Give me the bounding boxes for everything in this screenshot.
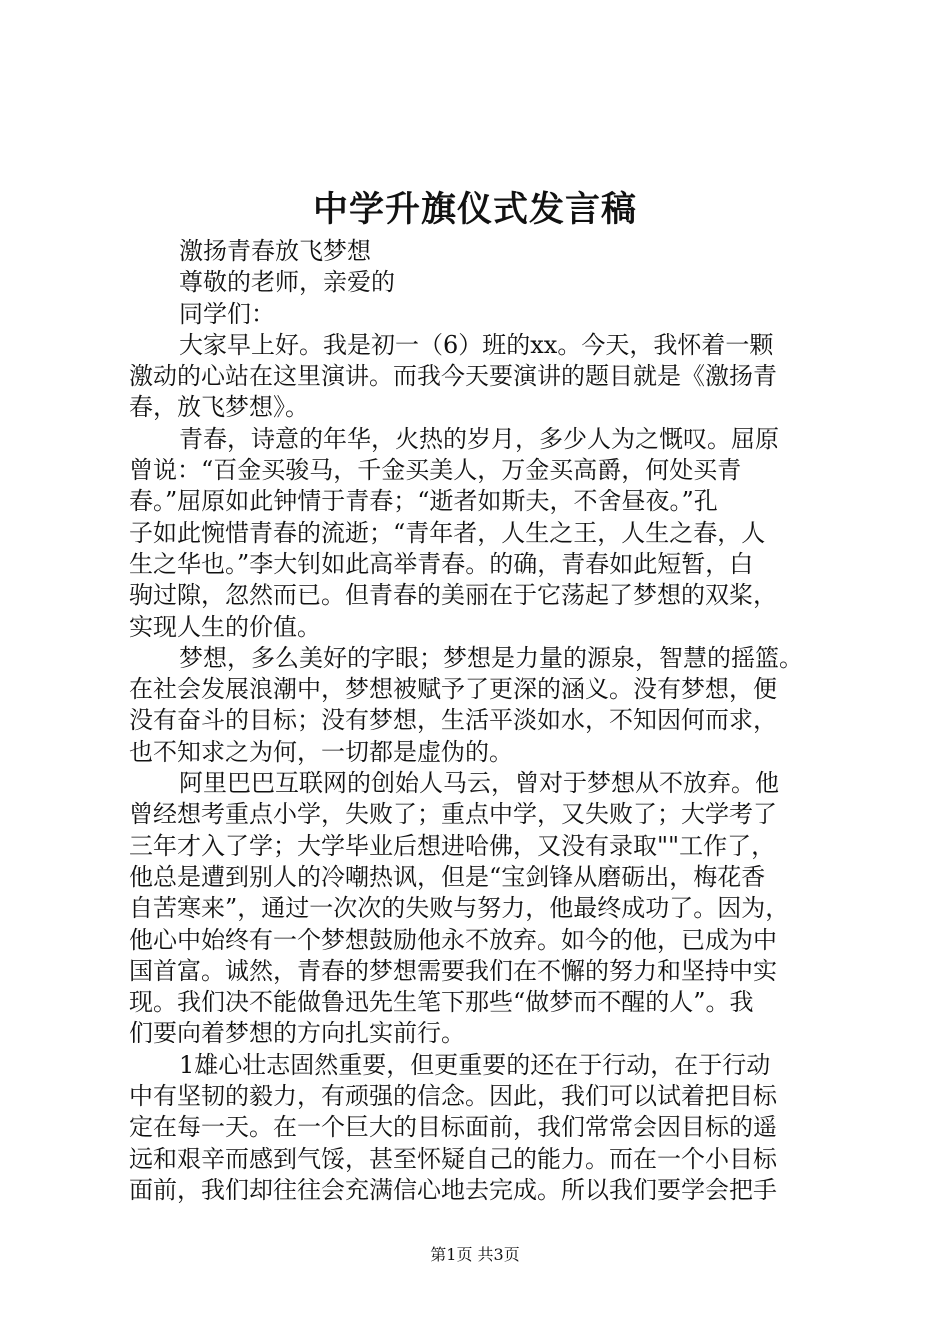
text-line: 子如此惋惜青春的流逝；“青年者，人生之王，人生之春，人 bbox=[129, 518, 766, 547]
text-line: 同学们： bbox=[179, 299, 275, 328]
text-line: 现。我们决不能做鲁迅先生笔下那些“做梦而不醒的人”。我 bbox=[129, 988, 754, 1017]
text-line: 定在每一天。在一个巨大的目标面前，我们常常会因目标的遥 bbox=[129, 1113, 777, 1142]
text-line: 青春，诗意的年华，火热的岁月，多少人为之慨叹。屈原 bbox=[179, 424, 779, 453]
text-line: 国首富。诚然，青春的梦想需要我们在不懈的努力和坚持中实 bbox=[129, 956, 777, 985]
text-line: 也不知求之为何，一切都是虚伪的。 bbox=[129, 737, 513, 766]
page-title: 中学升旗仪式发言稿 bbox=[312, 189, 637, 230]
text-line: 中有坚韧的毅力，有顽强的信念。因此，我们可以试着把目标 bbox=[129, 1082, 777, 1111]
text-line: 他总是遭到别人的冷嘲热讽，但是“宝剑锋从磨砺出，梅花香 bbox=[129, 862, 766, 891]
text-line: 曾说：“百金买骏马，千金买美人，万金买高爵，何处买青 bbox=[129, 456, 742, 485]
text-line: 三年才入了学；大学毕业后想进哈佛，又没有录取""工作了， bbox=[129, 831, 776, 860]
text-line: 实现人生的价值。 bbox=[129, 612, 321, 641]
page-number-footer: 第1页 共3页 bbox=[430, 1245, 520, 1264]
text-line: 在社会发展浪潮中，梦想被赋予了更深的涵义。没有梦想，便 bbox=[129, 675, 777, 704]
text-line: 春，放飞梦想》。 bbox=[129, 393, 309, 422]
text-line: 激动的心站在这里演讲。而我今天要演讲的题目就是《激扬青 bbox=[129, 362, 777, 391]
text-line: 们要向着梦想的方向扎实前行。 bbox=[129, 1019, 465, 1048]
text-line: 驹过隙，忽然而已。但青春的美丽在于它荡起了梦想的双桨， bbox=[129, 581, 777, 610]
text-line: 曾经想考重点小学，失败了；重点中学，又失败了；大学考了 bbox=[129, 800, 777, 829]
document-body bbox=[129, 236, 833, 1206]
text-line: 尊敬的老师，亲爱的 bbox=[179, 268, 395, 297]
text-line: 春。”屈原如此钟情于青春；“逝者如斯夫，不舍昼夜。”孔 bbox=[129, 487, 718, 516]
text-line: 1雄心壮志固然重要，但更重要的还在于行动，在于行动 bbox=[179, 1050, 771, 1079]
text-line: 生之华也。”李大钊如此高举青春。的确，青春如此短暂，白 bbox=[129, 549, 754, 578]
text-line: 阿里巴巴互联网的创始人马云，曾对于梦想从不放弃。他 bbox=[179, 769, 779, 798]
text-line: 远和艰辛而感到气馁，甚至怀疑自己的能力。而在一个小目标 bbox=[129, 1144, 777, 1173]
text-line: 自苦寒来”，通过一次次的失败与努力，他最终成功了。因为， bbox=[129, 894, 790, 923]
text-line: 激扬青春放飞梦想 bbox=[179, 237, 371, 265]
text-line: 梦想，多么美好的字眼；梦想是力量的源泉，智慧的摇篮。 bbox=[179, 643, 803, 672]
text-line: 大家早上好。我是初一（6）班的xx。今天，我怀着一颗 bbox=[179, 330, 774, 359]
text-line: 没有奋斗的目标；没有梦想，生活平淡如水，不知因何而求， bbox=[129, 706, 777, 735]
text-line: 面前，我们却往往会充满信心地去完成。所以我们要学会把手 bbox=[129, 1175, 777, 1204]
text-line: 他心中始终有一个梦想鼓励他永不放弃。如今的他，已成为中 bbox=[129, 925, 777, 954]
